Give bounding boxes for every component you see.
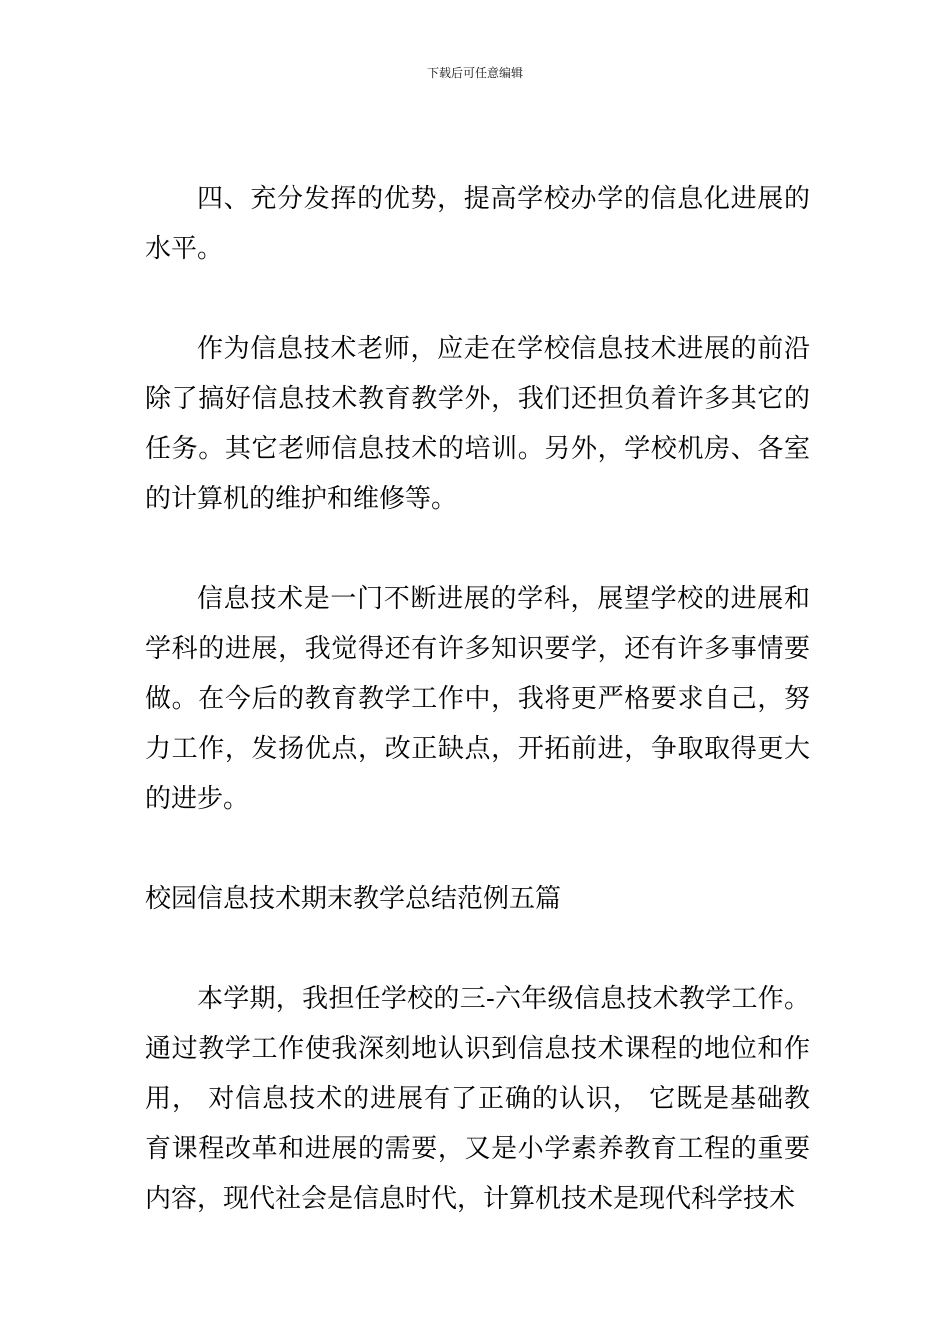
section-paragraph: 本学期，我担任学校的三-六年级信息技术教学工作。通过教学工作使我深刻地认识到信息技术课程的地位和作用， 对信息技术的进展有了正确的认识， 它既是基础教育课程改革和进展的需要，又是小学素养教育工程的重要内容，现代社会是信息时代，计算机技术是现代科学技术 — [145, 984, 810, 1214]
paragraph-3: 信息技术是一门不断进展的学科，展望学校的进展和学科的进展，我觉得还有许多知识要学，还有许多事情要做。在今后的教育教学工作中，我将更严格要求自己，努力工作，发扬优点，改正缺点，开拓前进，争取取得更大的进步。 — [145, 584, 810, 814]
section-title: 校园信息技术期末教学总结范例五篇 — [145, 884, 562, 914]
paragraph-1: 四、充分发挥的优势，提高学校办学的信息化进展的水平。 — [145, 184, 810, 264]
document-body — [145, 174, 810, 1274]
page-header: 下载后可任意编辑 — [426, 66, 523, 80]
paragraph-2: 作为信息技术老师，应走在学校信息技术进展的前沿除了搞好信息技术教育教学外，我们还担负着许多其它的任务。其它老师信息技术的培训。另外，学校机房、各室的计算机的维护和维修等。 — [145, 334, 810, 514]
